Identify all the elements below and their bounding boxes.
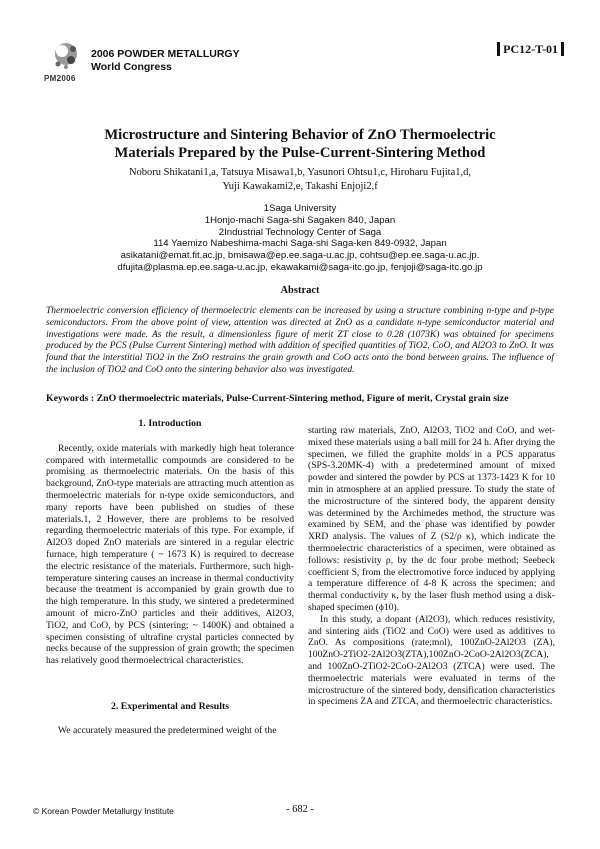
email-line: dfujita@plasma.ep.ee.saga-u.ac.jp, ekawakami@saga-itc.go.jp, fenjoji@saga-itc.go.jp [117,261,483,273]
conference-name [91,48,240,74]
affiliation-line: 1Saga University [263,203,337,214]
experimental-paragraph: In this study, a dopant (Al2O3), which reduces resistivity, and sintering aids (TiO2 and CoO) were used as additives to ZnO. As compositions (rate;mol), 100ZnO-2Al2O3 (ZA), 100ZnO-2TiO2-2Al2O3(ZTA),100ZnO-2CoO-2Al2O3(ZCA), and 100ZnO-2TiO2-2CoO-2Al2O3 (ZTCA) were used. The thermoelectric materials were evaluated in terms of the microstructure of the sintered body, densification characteristics in specimens ZA and ZTCA, and thermoelectric characteristics. [308,613,555,708]
section-heading-experimental: 2. Experimental and Results [110,700,230,712]
conference-line-1: 2006 POWDER METALLURGY [91,48,240,60]
authors-line-1: Noboru Shikatani1,a, Tatsuya Misawa1,b, Yasunori Ohtsu1,c, Hiroharu Fujita1,d, [128,167,472,178]
left-column [46,418,294,737]
keywords: Keywords : ZnO thermoelectric materials, Pulse-Current-Sintering method, Figure of merit, Crystal grain size [46,393,509,404]
logo-text: PM2006 [44,74,76,83]
introduction-paragraph: Recently, oxide materials with markedly high heat tolerance compared with intermetallic compounds are considered to be promising as thermoelectric materials. On the basis of this background, ZnO-type materials are attracting much attention as thermoelectric materials for n-type oxide semiconductors, and many reports have been published on studies of these materials.1, 2 However, there are problems to be resolved regarding thermoelectric materials of this type. For example, if Al2O3 doped ZnO materials are sintered in a regular electric furnace, high temperature ( ~ 1673 K) is required to decrease the electric resistance of the materials. Furthermore, such high-temperature sintering causes an increase in thermal conductivity because the treatment is accompanied by grain growth due to the high temperature. In this study, we sintered a predetermined amount of micro-ZnO particles and their additives, Al2O3, TiO2, and CoO, by PCS (sintering; ~ 1400K) and obtained a specimen consisting of ultrafine crystal particles connected by necks because of the suppression of grain growth; the specimen has relatively good thermoelectrical characteristics. [46,442,294,667]
copyright-notice: © Korean Powder Metallurgy Institute [33,806,174,816]
section-heading-introduction: 1. Introduction [138,418,202,429]
email-line: asikatani@emat.fit.ac.jp, bmisawa@ep.ee.saga-u.ac.jp, cohtsu@ep.ee.saga-u.ac.jp. [120,250,480,262]
affiliation-line: 114 Yaemizo Nabeshima-machi Saga-shi Saga-ken 849-0932, Japan [153,238,447,250]
paper-title [0,126,600,162]
authors-line-2: Yuji Kawakami2,e, Takashi Enjoji2,f [222,180,378,192]
page-number: - 682 - [286,804,314,815]
abstract-text: Thermoelectric conversion efficiency of thermoelectric elements can be increased by using a structure combining n-type and p-type semiconductors. From the above point of view, attention was directed at ZnO as a candidate n-type semiconductor material and investigations were made. As the result, a dimensionless figure of merit ZT close to 0.28 (1073K) was obtained for specimens produced by the PCS (Pulse Current Sintering) method with addition of specified quantities of TiO2, CoO, and Al2O3 to ZnO. It was found that the interstitial TiO2 in the ZnO restrains the grain growth and CoO acts onto the bond between grains. The influence of the inclusion of TiO2 and CoO onto the sintering behavior also was investigated. [46,306,554,375]
experimental-paragraph: We accurately measured the predetermined weight of the [58,724,277,736]
abstract-heading: Abstract [280,285,320,296]
affiliations [0,203,600,274]
experimental-paragraph: starting raw materials, ZnO, Al2O3, TiO2 and CoO, and wet-mixed these materials using a ball mill for 24 h. After drying the specimen, we filled the graphite molds in a PCS apparatus (SPS-3.20MK-4) with a predetermined amount of mixed powder and sintered the powder by PCS at 1373-1423 K for 10 min in atmosphere at an applied pressure. To study the state of the microstructure of the sintered body, the apparent density was determined by the Archimedes method, the structure was examined by SEM, and the phase was identified by powder XRD analysis. The values of Z (S2/ρ κ), which indicate the thermoelectric characteristics of a specimen, were obtained as follows: resistivity ρ, by the dc four probe method; Seebeck coefficient S, from the electromotive force induced by applying a temperature difference of 4-8 K across the specimen; and thermal conductivity κ, by the laser flush method using a disk-shaped specimen (ϕ10). [308,425,555,613]
paper-code-badge: PC12-T-01 [497,42,564,56]
title-line-1: Microstructure and Sintering Behavior of ZnO Thermoelectric [104,127,496,143]
right-column [308,425,555,708]
affiliation-line: 1Honjo-machi Saga-shi Sagaken 840, Japan [204,214,396,226]
title-line-2: Materials Prepared by the Pulse-Current-Sintering Method [114,145,486,161]
affiliation-line: 2Industrial Technology Center of Saga [218,226,382,238]
conference-line-2: World Congress [91,61,172,73]
author-list [0,166,600,193]
